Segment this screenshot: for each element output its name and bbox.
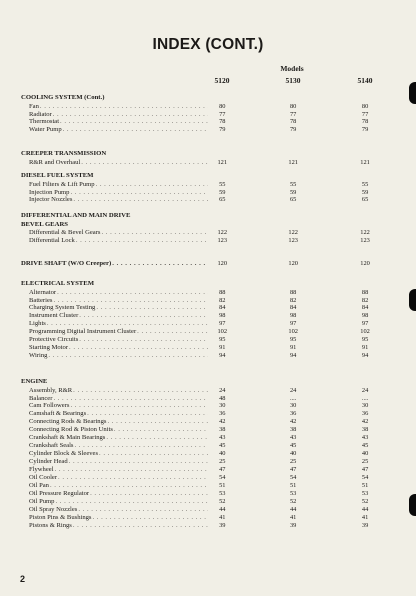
index-entry-text: Injection Pump <box>29 188 70 196</box>
index-row <box>21 126 381 134</box>
page-ref-model-1: 80 <box>219 102 226 110</box>
index-entry-text: Differential & Bevel Gears <box>29 229 101 237</box>
index-entry-text: Injector Nozzles <box>29 196 73 204</box>
page-ref-model-3: 79 <box>361 126 369 134</box>
index-entry-text: Lights <box>29 320 46 328</box>
index-entry-text: Crankshaft Seals <box>29 442 74 450</box>
page-ref-model-2: 98 <box>289 312 297 320</box>
page-ref-model-3: 122 <box>360 229 370 237</box>
page-ref-model-2: 88 <box>289 288 297 296</box>
page-ref-model-1: 24 <box>219 386 226 394</box>
page-ref-model-2: 78 <box>289 118 297 126</box>
page-ref-model-3: 59 <box>361 188 369 196</box>
index-entry-text: Instrument Cluster <box>29 312 79 320</box>
index-entry-text: Oil Pressure Regulator <box>29 489 90 497</box>
page-ref-model-2: 40 <box>289 450 297 458</box>
section-title-line-2: BEVEL GEARS <box>21 220 69 228</box>
index-row <box>21 118 381 126</box>
index-row-label <box>21 522 208 530</box>
page-title: INDEX (CONT.) <box>152 36 264 53</box>
page-ref-model-1: 42 <box>219 418 226 426</box>
index-entry-text: Oil Pump <box>29 497 55 505</box>
index-row-label <box>21 402 208 410</box>
index-row-label <box>21 352 208 360</box>
page-ref-model-3: 102 <box>360 328 370 336</box>
index-entry-text: Balancer <box>29 394 53 402</box>
index-row <box>21 418 381 426</box>
column-header-model-3: 5140 <box>357 76 373 85</box>
page-ref-model-3: .... <box>361 394 369 402</box>
page-ref-model-1: 40 <box>219 450 226 458</box>
index-row <box>21 344 381 352</box>
index-row-label <box>21 103 208 111</box>
page-ref-model-3: 65 <box>361 196 369 204</box>
index-entry-text: Cylinder Head <box>29 458 68 466</box>
page-ref-model-3: 95 <box>361 336 369 344</box>
index-entry-text: Water Pump <box>29 126 62 134</box>
index-row-label <box>21 304 208 312</box>
page-ref-model-3: 42 <box>361 418 369 426</box>
page-ref-model-1: 39 <box>219 521 226 529</box>
column-header-model-1: 5120 <box>214 76 230 85</box>
page-ref-model-1: 120 <box>217 260 228 267</box>
page-ref-model-2: 80 <box>289 102 297 110</box>
page-ref-model-3: 82 <box>361 296 369 304</box>
page-ref-model-3: 43 <box>361 434 369 442</box>
index-row <box>21 442 381 450</box>
index-row-label <box>21 336 208 344</box>
page-ref-model-1: 25 <box>219 458 226 466</box>
page-ref-model-3: 88 <box>361 288 369 296</box>
index-row <box>21 260 381 268</box>
page-ref-model-1: 45 <box>219 442 226 450</box>
page-ref-model-2: 44 <box>289 505 297 513</box>
index-row-label <box>21 260 208 268</box>
page-ref-model-2: 122 <box>288 229 298 237</box>
page-ref-model-2: 102 <box>288 328 298 336</box>
page-ref-model-3: 94 <box>361 352 369 360</box>
page-ref-model-3: 80 <box>361 102 369 110</box>
index-row <box>21 490 381 498</box>
index-row-label <box>21 418 208 426</box>
page-ref-model-3: 25 <box>361 458 369 466</box>
index-entry-text: Connecting Rods & Bearings <box>29 418 107 426</box>
index-entry-text: Wiring <box>29 352 48 360</box>
index-section <box>21 94 381 134</box>
binder-hole <box>409 494 416 516</box>
index-entry-text: Oil Spray Nozzles <box>29 505 78 513</box>
page-ref-model-1: 97 <box>219 320 226 328</box>
index-row <box>21 159 381 167</box>
binder-hole <box>409 289 416 311</box>
page-ref-model-2: 25 <box>289 458 297 466</box>
index-row <box>21 387 381 395</box>
page-ref-model-1: 36 <box>219 410 226 418</box>
index-row-label <box>21 387 208 395</box>
page-ref-model-2: 91 <box>289 344 297 352</box>
index-entry-text: Starting Motor <box>29 344 69 352</box>
page-ref-model-2: 95 <box>289 336 297 344</box>
index-entry-text: Charging System Testing <box>29 304 96 312</box>
page-ref-model-3: 52 <box>361 497 369 505</box>
page-ref-model-3: 47 <box>361 465 369 473</box>
page-ref-model-2: 45 <box>289 442 297 450</box>
index-row-label <box>21 474 208 482</box>
index-row <box>21 111 381 119</box>
index-entry-text: Batteries <box>29 296 53 304</box>
section-title: DIFFERENTIAL AND MAIN DRIVE <box>21 212 131 219</box>
page-ref-model-1: 47 <box>219 465 226 473</box>
index-entry-text: R&R and Overhaul <box>29 158 81 166</box>
page-ref-model-3: 78 <box>361 118 369 126</box>
index-row-label <box>21 490 208 498</box>
index-row <box>21 320 381 328</box>
index-row <box>21 450 381 458</box>
page-ref-model-3: 55 <box>361 180 369 188</box>
page-ref-model-1: 123 <box>217 237 228 245</box>
index-section <box>21 172 381 204</box>
index-row-label <box>21 312 208 320</box>
index-row <box>21 434 381 442</box>
page-ref-model-3: 120 <box>360 260 370 267</box>
page-ref-model-2: 42 <box>289 418 297 426</box>
page-ref-model-1: 84 <box>219 304 226 312</box>
index-row-label <box>21 442 208 450</box>
index-entry-text: Radiator <box>29 110 52 118</box>
page-ref-model-3: 24 <box>361 386 369 394</box>
index-row <box>21 482 381 490</box>
index-row <box>21 304 381 312</box>
index-entry-text: Pistons & Rings <box>29 521 72 529</box>
page-ref-model-1: 55 <box>219 180 226 188</box>
index-row <box>21 466 381 474</box>
page-ref-model-1: 59 <box>219 188 226 196</box>
page-ref-model-2: 84 <box>289 304 297 312</box>
page-ref-model-3: 30 <box>361 402 369 410</box>
index-entry-text: Fuel Filters & Lift Pump <box>29 180 95 188</box>
index-row-label <box>21 395 208 403</box>
index-row <box>21 395 381 403</box>
page-ref-model-1: 48 <box>219 394 226 402</box>
page-ref-model-1: 51 <box>219 481 226 489</box>
page-ref-model-2: 77 <box>289 110 297 118</box>
page-ref-model-1: 38 <box>219 426 226 434</box>
index-row-label <box>21 498 208 506</box>
page-ref-model-3: 51 <box>361 481 369 489</box>
section-title: DIESEL FUEL SYSTEM <box>21 172 94 179</box>
page-ref-model-3: 36 <box>361 410 369 418</box>
page-ref-model-2: 24 <box>289 386 297 394</box>
page-ref-model-1: 121 <box>217 158 228 166</box>
index-row-label <box>21 450 208 458</box>
index-row <box>21 352 381 360</box>
page-ref-model-3: 84 <box>361 304 369 312</box>
index-entry-text: Piston Pins & Bushings <box>29 513 92 521</box>
index-row <box>21 189 381 197</box>
index-entry-text: Fan <box>29 102 39 110</box>
index-row <box>21 426 381 434</box>
page-ref-model-1: 82 <box>219 296 226 304</box>
page-ref-model-2: 41 <box>289 513 297 521</box>
index-row <box>21 181 381 189</box>
index-entry-text: Protective Circuits <box>29 336 79 344</box>
page-ref-model-2: 54 <box>289 473 297 481</box>
section-title: COOLING SYSTEM (Cont.) <box>21 94 105 101</box>
column-header-model-2: 5130 <box>285 76 301 85</box>
index-row <box>21 474 381 482</box>
index-row-label <box>21 196 208 204</box>
page-ref-model-3: 91 <box>361 344 369 352</box>
index-row-label <box>21 181 208 189</box>
page-ref-model-2: 97 <box>289 320 297 328</box>
index-row-label <box>21 426 208 434</box>
index-row-label <box>21 118 208 126</box>
index-row-label <box>21 297 208 305</box>
page-ref-model-2: 38 <box>289 426 297 434</box>
index-row-label <box>21 466 208 474</box>
index-entry-text: Crankshaft & Main Bearings <box>29 434 106 442</box>
index-entry-text: Alternator <box>29 288 57 296</box>
index-row <box>21 237 381 245</box>
index-entry-text: Connecting Rod & Piston Units <box>29 426 113 434</box>
page-ref-model-3: 53 <box>361 489 369 497</box>
index-row <box>21 196 381 204</box>
models-header: Models <box>280 64 304 73</box>
index-entry-text: Cam Followers <box>29 402 70 410</box>
page-ref-model-2: 94 <box>289 352 297 360</box>
page-ref-model-1: 95 <box>219 336 226 344</box>
page-ref-model-2: 65 <box>289 196 297 204</box>
page-ref-model-3: 98 <box>361 312 369 320</box>
index-row <box>21 328 381 336</box>
page-ref-model-3: 121 <box>360 158 370 166</box>
index-entry-text: Thermostat <box>29 118 60 126</box>
page-ref-model-3: 38 <box>361 426 369 434</box>
binder-hole <box>409 82 416 104</box>
page-ref-model-2: 53 <box>289 489 297 497</box>
page-ref-model-3: 40 <box>361 450 369 458</box>
page-ref-model-1: 54 <box>219 473 226 481</box>
page-ref-model-1: 102 <box>217 328 228 336</box>
index-row <box>21 103 381 111</box>
index-row-label <box>21 229 208 237</box>
section-title: CREEPER TRANSMISSION <box>21 150 107 157</box>
page-ref-model-1: 91 <box>219 344 226 352</box>
index-row-label <box>21 434 208 442</box>
index-row-label <box>21 482 208 490</box>
index-row <box>21 498 381 506</box>
index-section <box>21 212 381 245</box>
index-row-label <box>21 159 208 167</box>
page-ref-model-1: 88 <box>219 288 226 296</box>
index-entry-text: DRIVE SHAFT (W/O Creeper) <box>21 260 112 267</box>
index-row <box>21 336 381 344</box>
index-row <box>21 514 381 522</box>
index-row <box>21 297 381 305</box>
page-ref-model-3: 39 <box>361 521 369 529</box>
page-ref-model-1: 65 <box>219 196 226 204</box>
page-ref-model-2: 52 <box>289 497 297 505</box>
page-ref-model-2: 55 <box>289 180 297 188</box>
index-row <box>21 506 381 514</box>
index-row-label <box>21 514 208 522</box>
index-row <box>21 458 381 466</box>
section-title: ELECTRICAL SYSTEM <box>21 280 95 287</box>
index-row <box>21 410 381 418</box>
index-section <box>21 260 381 268</box>
page-ref-model-2: 43 <box>289 434 297 442</box>
index-row-label <box>21 344 208 352</box>
page-ref-model-2: 120 <box>288 260 298 267</box>
index-entry-text: Oil Cooler <box>29 473 58 481</box>
page-number: 2 <box>20 574 26 584</box>
index-row <box>21 522 381 530</box>
page-ref-model-2: .... <box>289 394 297 402</box>
page-ref-model-1: 78 <box>219 118 226 126</box>
page-ref-model-2: 121 <box>288 158 298 166</box>
page-ref-model-3: 45 <box>361 442 369 450</box>
page-ref-model-1: 98 <box>219 312 226 320</box>
page-ref-model-1: 30 <box>219 402 226 410</box>
page-ref-model-1: 43 <box>219 434 226 442</box>
page-ref-model-2: 79 <box>289 126 297 134</box>
page-ref-model-1: 79 <box>219 126 226 134</box>
page-ref-model-1: 77 <box>219 110 226 118</box>
page-ref-model-3: 77 <box>361 110 369 118</box>
page-ref-model-2: 36 <box>289 410 297 418</box>
index-row <box>21 402 381 410</box>
page-ref-model-2: 123 <box>288 237 298 245</box>
index-entry-text: Oil Pan <box>29 481 49 489</box>
index-row-label <box>21 328 208 336</box>
page-ref-model-1: 53 <box>219 489 226 497</box>
index-entry-text: Programming Digital Instrument Cluster <box>29 328 137 336</box>
page-ref-model-3: 97 <box>361 320 369 328</box>
index-section <box>21 150 381 167</box>
page-ref-model-1: 41 <box>219 513 226 521</box>
index-row-label <box>21 410 208 418</box>
page-ref-model-1: 52 <box>219 497 226 505</box>
index-row-label <box>21 506 208 514</box>
page-ref-model-2: 59 <box>289 188 297 196</box>
index-row-label <box>21 289 208 297</box>
index-row <box>21 312 381 320</box>
index-row-label <box>21 126 208 134</box>
index-row-label <box>21 458 208 466</box>
page-ref-model-3: 44 <box>361 505 369 513</box>
page-ref-model-2: 30 <box>289 402 297 410</box>
index-row <box>21 229 381 237</box>
page-ref-model-1: 44 <box>219 505 226 513</box>
index-row-label <box>21 320 208 328</box>
page-ref-model-3: 54 <box>361 473 369 481</box>
index-row-label <box>21 189 208 197</box>
index-entry-text: Cylinder Block & Sleeves <box>29 450 99 458</box>
index-row-label <box>21 111 208 119</box>
index-entry-text: Flywheel <box>29 465 54 473</box>
page-ref-model-2: 82 <box>289 296 297 304</box>
index-section <box>21 280 381 360</box>
page-ref-model-1: 122 <box>217 229 228 237</box>
page-ref-model-2: 47 <box>289 465 297 473</box>
page-ref-model-2: 39 <box>289 521 297 529</box>
index-row <box>21 289 381 297</box>
index-entry-text: Camshaft & Bearings <box>29 410 87 418</box>
page-ref-model-3: 41 <box>361 513 369 521</box>
index-entry-text: Assembly, R&R <box>29 386 73 394</box>
page-ref-model-1: 94 <box>219 352 226 360</box>
page-ref-model-2: 51 <box>289 481 297 489</box>
index-row-label <box>21 237 208 245</box>
index-section <box>21 378 381 529</box>
section-title: ENGINE <box>21 378 48 385</box>
index-entry-text: Differential Lock <box>29 237 75 245</box>
page-ref-model-3: 123 <box>360 237 370 245</box>
